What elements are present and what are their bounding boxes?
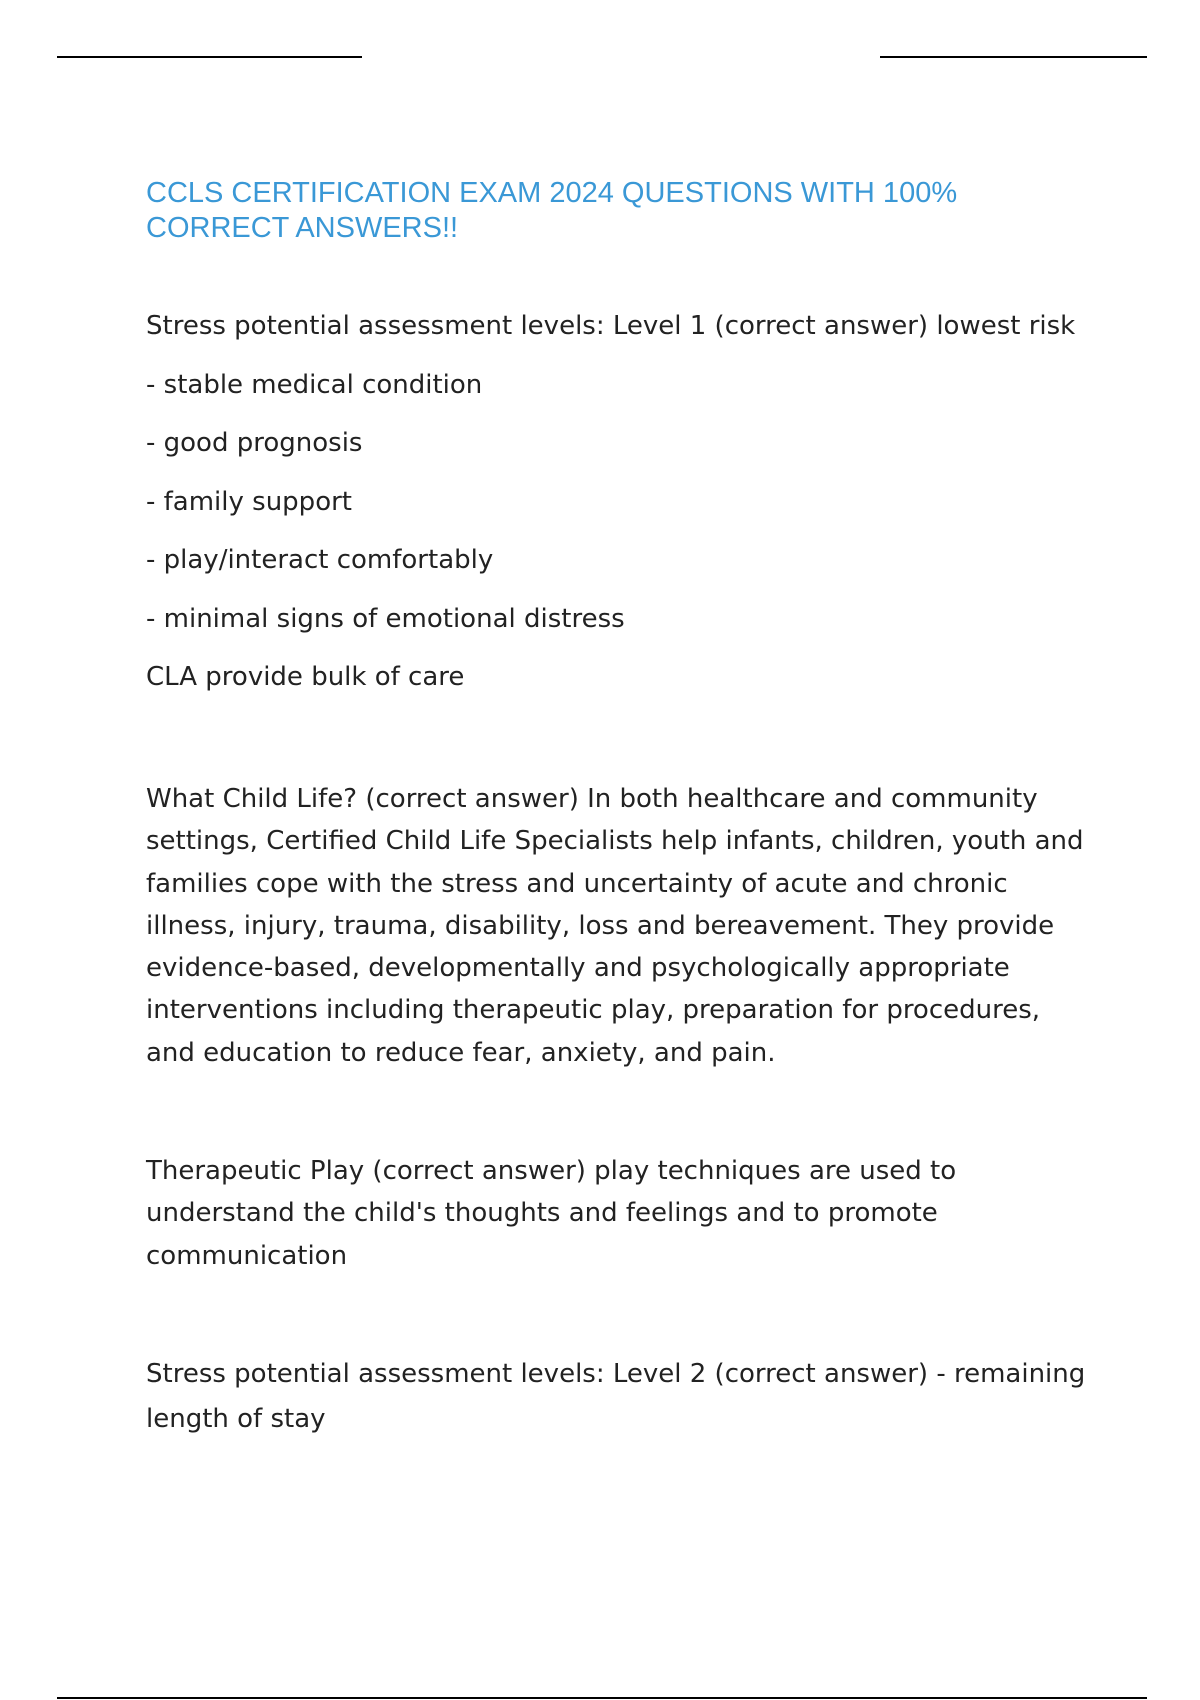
qa-item-therapeutic-play xyxy=(146,1150,1096,1277)
qa-line: - good prognosis xyxy=(146,428,363,458)
qa-item-level-1 xyxy=(146,306,1096,716)
header-rule-left xyxy=(57,56,362,58)
qa-line: - family support xyxy=(146,486,352,517)
qa-line: - play/interact comfortably xyxy=(146,545,494,575)
qa-item-level-2 xyxy=(146,1352,1096,1442)
qa-line: - stable medical condition xyxy=(146,369,483,400)
header-rule-right xyxy=(880,56,1147,58)
qa-item-child-life xyxy=(146,778,1096,1074)
qa-line: Stress potential assessment levels: Level 1 (correct answer) lowest risk xyxy=(146,311,1076,341)
qa-text: Stress potential assessment levels: Level 2 (correct answer) - remaining length of stay xyxy=(146,1359,1086,1434)
qa-text: Therapeutic Play (correct answer) play techniques are used to understand the child's thoughts and feelings and to promote communication xyxy=(146,1156,957,1271)
footer-rule xyxy=(57,1697,1147,1699)
qa-line: CLA provide bulk of care xyxy=(146,662,465,692)
qa-line: - minimal signs of emotional distress xyxy=(146,603,625,634)
qa-text: What Child Life? (correct answer) In both healthcare and community settings, Certified Child Life Specialists help infants, children, youth and families cope with the stress and uncertainty of acute and chronic illness, injury, trauma, disability, loss and bereavement. They provide evidence-based, developmentally and psychologically appropriate interventions including therapeutic play, preparation for procedures, and education to reduce fear, anxiety, and pain. xyxy=(146,784,1084,1068)
document-title: CCLS CERTIFICATION EXAM 2024 QUESTIONS WITH 100% CORRECT ANSWERS!! xyxy=(146,177,958,244)
